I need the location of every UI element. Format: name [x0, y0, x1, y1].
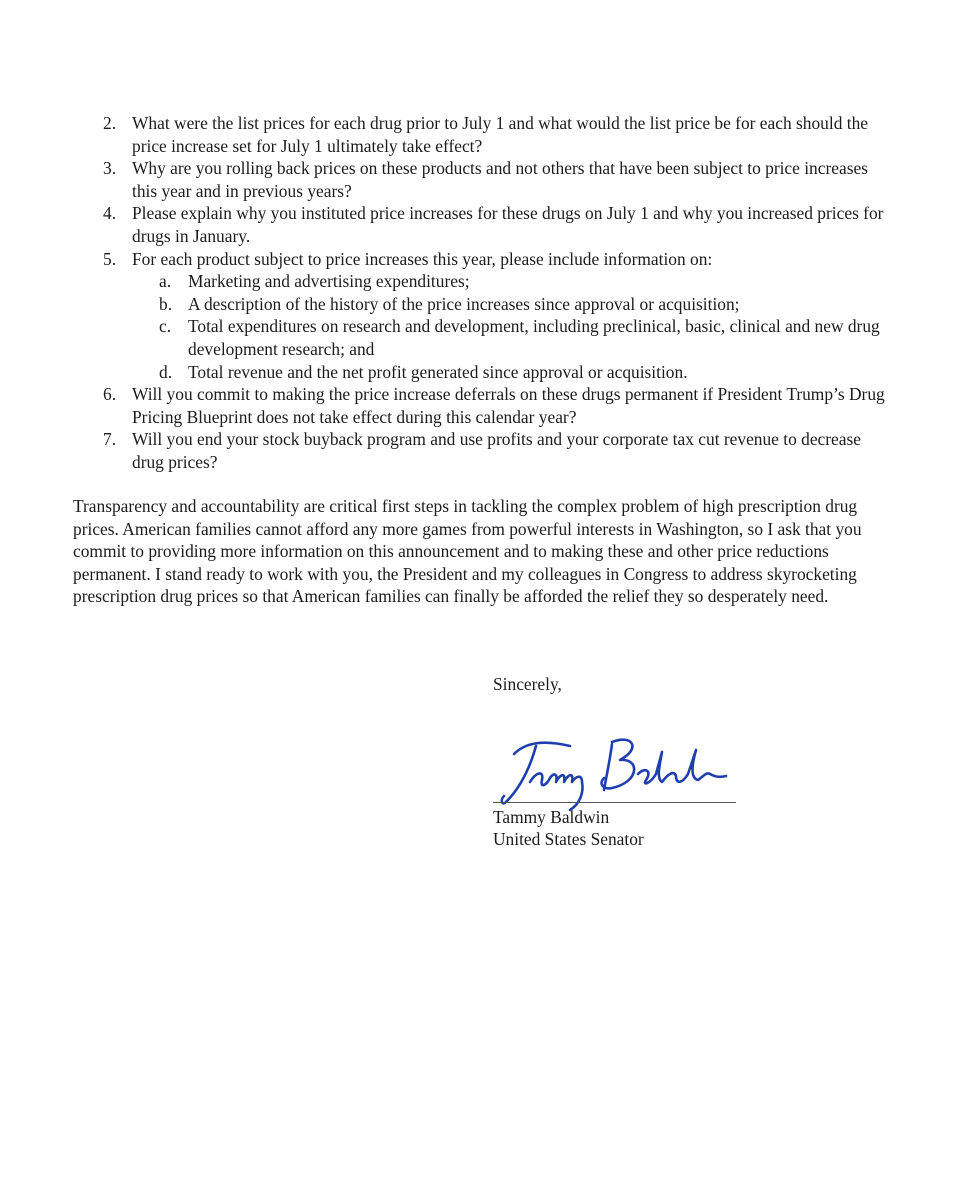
question-text: For each product subject to price increases this year, please include information on:	[132, 248, 713, 269]
sign-off-salutation: Sincerely,	[493, 674, 562, 694]
signature-strokes	[502, 740, 726, 810]
question-text: Please explain why you instituted price increases for these drugs on July 1 and why you increased prices for drugs in January.	[132, 203, 884, 246]
sub-question-text: Total revenue and the net profit generated since approval or acquisition.	[188, 361, 688, 382]
sub-question-item	[132, 293, 895, 316]
signature-stroke	[604, 744, 612, 790]
question-number: 3.	[103, 158, 117, 179]
question-text: What were the list prices for each drug prior to July 1 and what would the list price be for each should the price increase set for July 1 ultimately take effect?	[132, 113, 868, 156]
signature-stroke	[514, 743, 570, 754]
question-item	[95, 112, 895, 157]
question-item	[95, 428, 895, 473]
sub-question-text: Total expenditures on research and development, including preclinical, basic, clinical and new drug development research; and	[188, 316, 880, 359]
signatory-title: United States Senator	[493, 829, 644, 849]
signature-stroke	[710, 774, 726, 777]
signature-line	[493, 802, 736, 803]
closing-paragraph: Transparency and accountability are critical first steps in tackling the complex problem of high prescription drug prices. American families cannot afford any more games from powerful interests in Washington, so I ask that you commit to providing more information on this announcement and to making these and other price reductions permanent. I stand ready to work with you, the President and my colleagues in Congress to address skyrocketing prescription drug prices so that American families can finally be afforded the relief they so desperately need.	[73, 496, 862, 607]
sub-question-text: Marketing and advertising expenditures;	[188, 271, 470, 292]
sub-question-letter: a.	[159, 271, 172, 292]
question-text: Why are you rolling back prices on these products and not others that have been subject to price increases this year and in previous years?	[132, 158, 868, 201]
question-number: 2.	[103, 113, 117, 133]
signature-stroke	[638, 750, 710, 783]
sub-question-letter: b.	[159, 293, 173, 314]
sub-question-text: A description of the history of the price increases since approval or acquisition;	[188, 293, 740, 314]
sub-question-list	[132, 270, 895, 383]
signature-stroke	[502, 746, 536, 803]
question-list	[95, 112, 895, 474]
handwritten-signature	[500, 730, 730, 812]
sub-question-letter: d.	[159, 361, 173, 382]
signatory-name: Tammy Baldwin	[493, 807, 610, 827]
question-number: 4.	[103, 203, 117, 224]
sub-question-item	[132, 315, 895, 360]
signature-stroke	[530, 773, 583, 810]
sub-question-item	[132, 361, 895, 384]
sub-question-item	[132, 270, 895, 293]
question-item	[95, 157, 895, 202]
question-item	[95, 248, 895, 384]
question-item	[95, 383, 895, 428]
question-item	[95, 202, 895, 247]
question-text: Will you end your stock buyback program and use profits and your corporate tax cut revenue to decrease drug prices?	[132, 429, 861, 472]
question-number: 7.	[103, 429, 117, 450]
question-number: 6.	[103, 384, 117, 405]
question-number: 5.	[103, 248, 117, 269]
question-text: Will you commit to making the price increase deferrals on these drugs permanent if President Trump’s Drug Pricing Blueprint does not take effect during this calendar year?	[132, 384, 885, 427]
sub-question-letter: c.	[159, 316, 172, 337]
